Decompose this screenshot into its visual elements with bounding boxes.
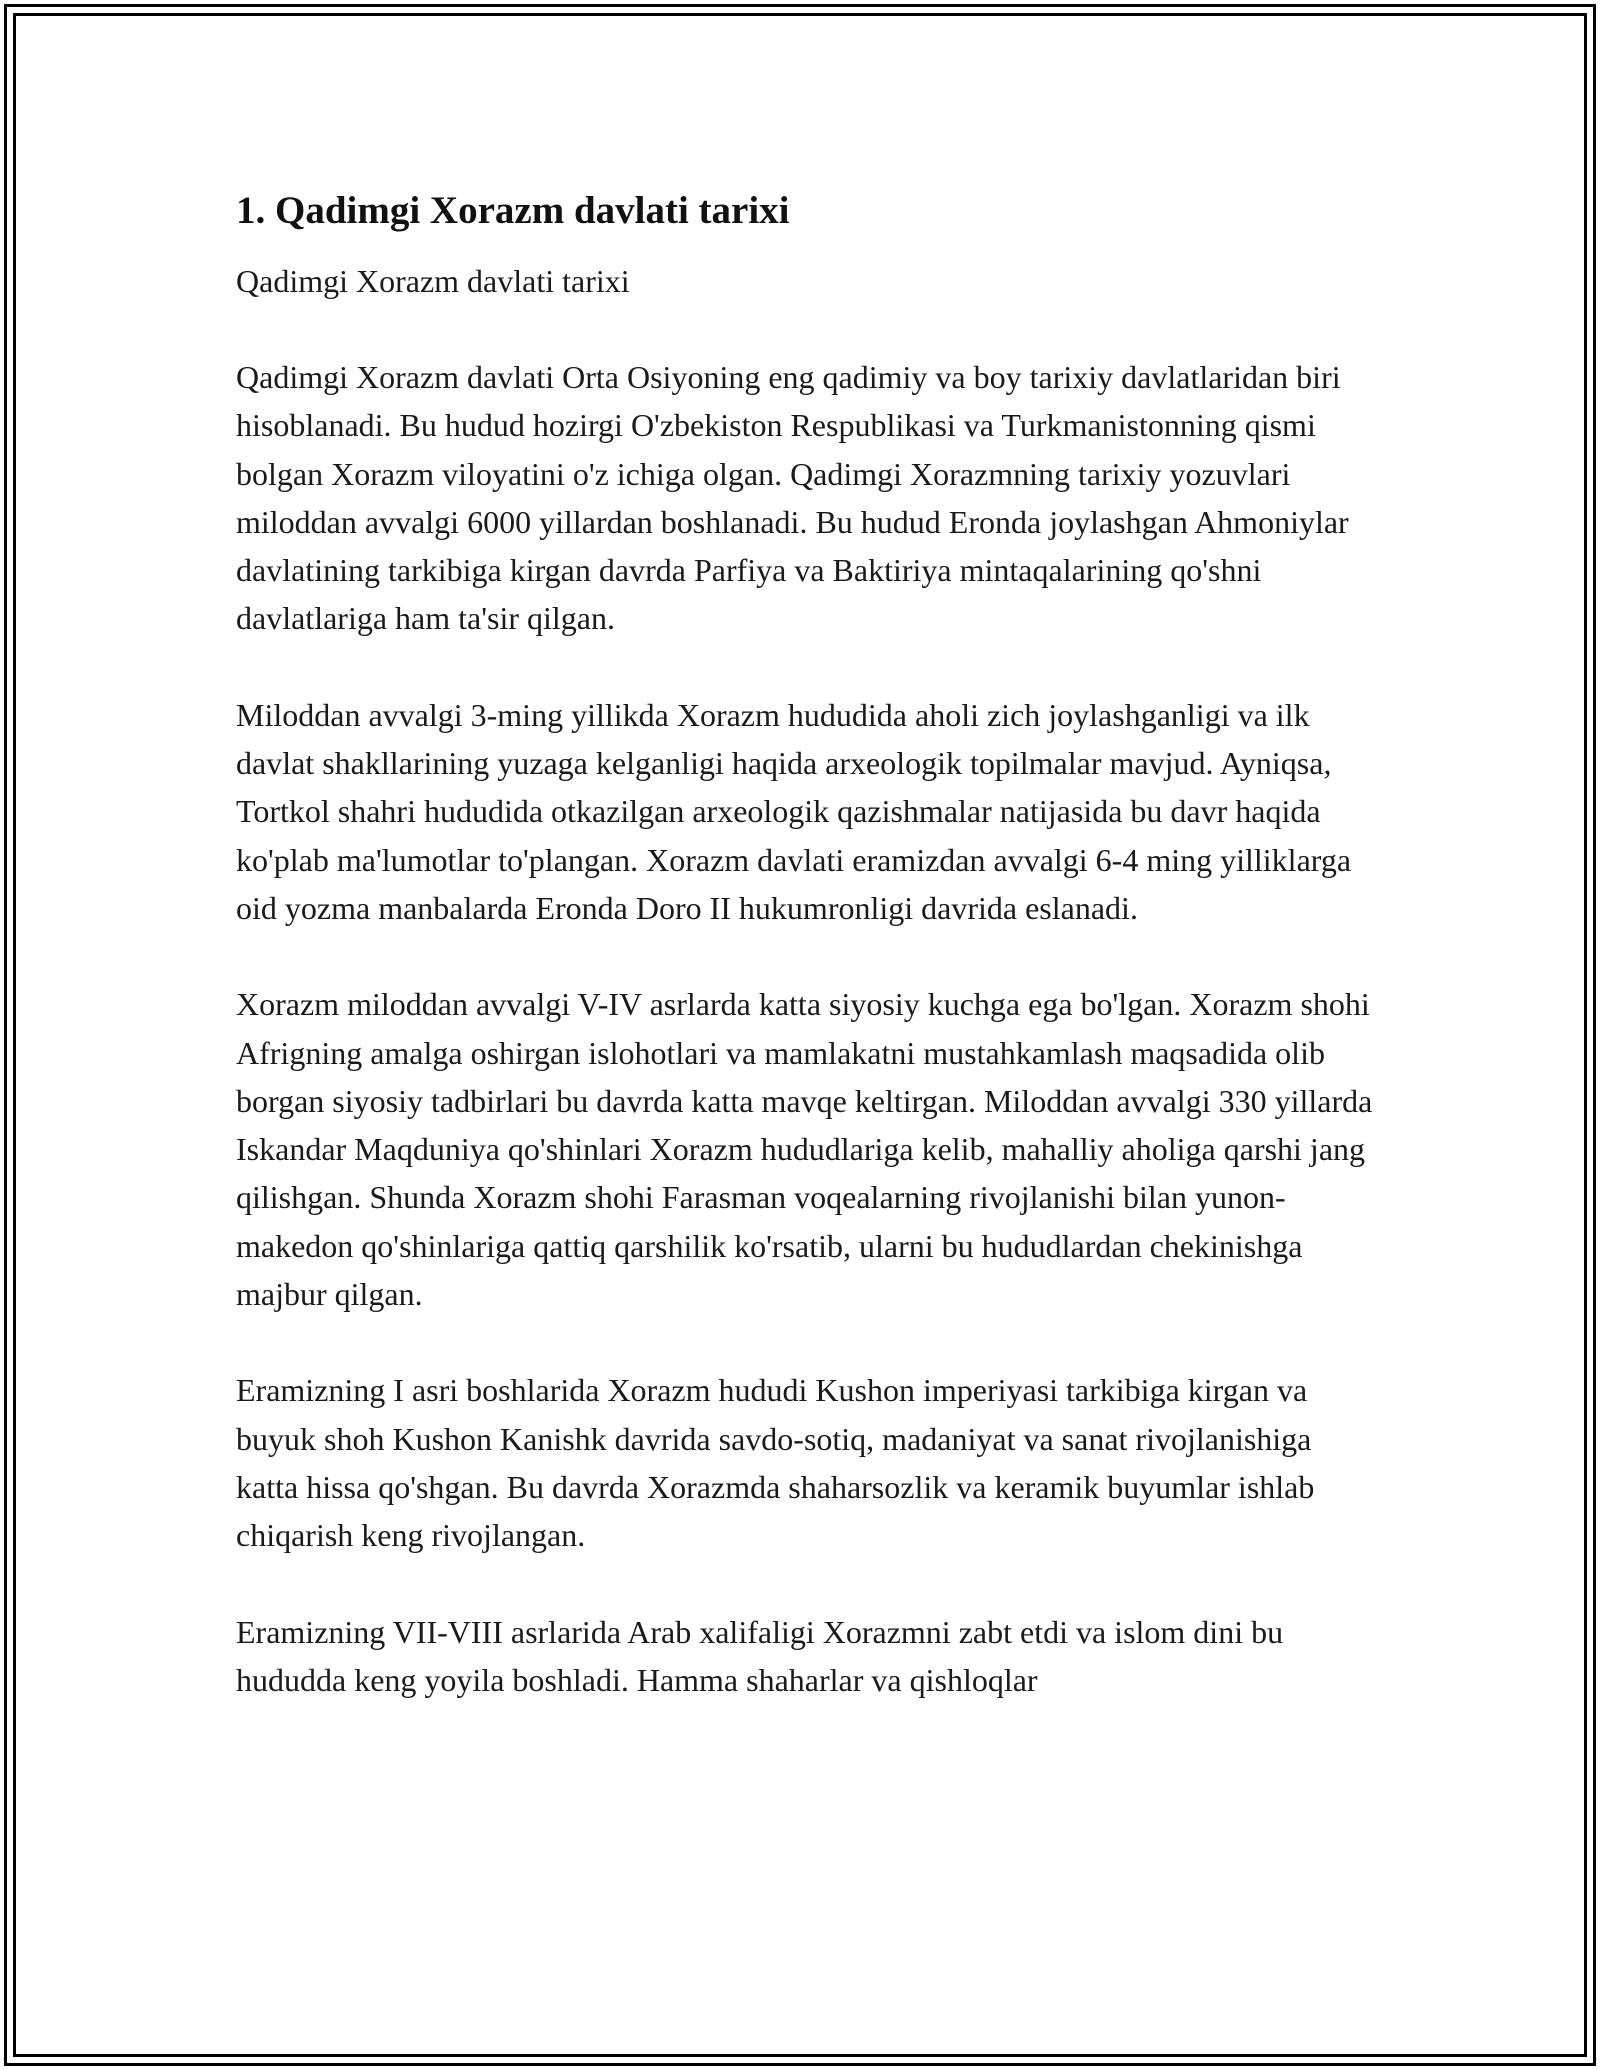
- document-title: 1. Qadimgi Xorazm davlati tarixi: [236, 189, 790, 232]
- paragraph-1: Qadimgi Xorazm davlati Orta Osiyoning eng qadimiy va boy tarixiy davlatlaridan biri hisoblanadi. Bu hudud hozirgi O'zbekiston Respublikasi va Turkmanistonning qismi bolgan Xorazm viloyatini o'z ichiga olgan. Qadimgi Xorazmning tarixiy yozuvlari miloddan avvalgi 6000 yillardan boshlanadi. Bu hudud Eronda joylashgan Ahmoniylar davlatining tarkibiga kirgan davrda Parfiya va Baktiriya mintaqalarining qo'shni davlatlariga ham ta'sir qilgan.: [236, 359, 1349, 637]
- paragraph-4: Eramizning I asri boshlarida Xorazm hududi Kushon imperiyasi tarkibiga kirgan va buyuk shoh Kushon Kanishk davrida savdo-sotiq, madaniyat va sanat rivojlanishiga katta hissa qo'shgan. Bu davrda Xorazmda shaharsozlik va keramik buyumlar ishlab chiqarish keng rivojlangan.: [236, 1372, 1315, 1554]
- paragraph-3: Xorazm miloddan avvalgi V-IV asrlarda katta siyosiy kuchga ega bo'lgan. Xorazm shohi Afrigning amalga oshirgan islohotlari va mamlakatni mustahkamlash maqsadida olib borgan siyosiy tadbirlari bu davrda katta mavqe keltirgan. Miloddan avvalgi 330 yillarda Iskandar Maqduniya qo'shinlari Xorazm hududlariga kelib, mahalliy aholiga qarshi jang qilishgan. Shunda Xorazm shohi Farasman voqealarning rivojlanishi bilan yunon-makedon qo'shinlariga qattiq qarshilik ko'rsatib, ularni bu hududlardan chekinishga majbur qilgan.: [236, 986, 1373, 1313]
- document-body: [236, 183, 1376, 1704]
- paragraph-5: Eramizning VII-VIII asrlarida Arab xalifaligi Xorazmni zabt etdi va islom dini bu hududda keng yoyila boshladi. Hamma shaharlar va qishloqlar: [236, 1613, 1284, 1698]
- paragraph-2: Miloddan avvalgi 3-ming yillikda Xorazm hududida aholi zich joylashganligi va ilk davlat shakllarining yuzaga kelganligi haqida arxeologik topilmalar mavjud. Ayniqsa, Tortkol shahri hududida otkazilgan arxeologik qazishmalar natijasida bu davr haqida ko'plab ma'lumotlar to'plangan. Xorazm davlati eramizdan avvalgi 6-4 ming yilliklarga oid yozma manbalarda Eronda Doro II hukumronligi davrida eslanadi.: [236, 696, 1352, 926]
- document-subtitle: Qadimgi Xorazm davlati tarixi: [236, 263, 630, 299]
